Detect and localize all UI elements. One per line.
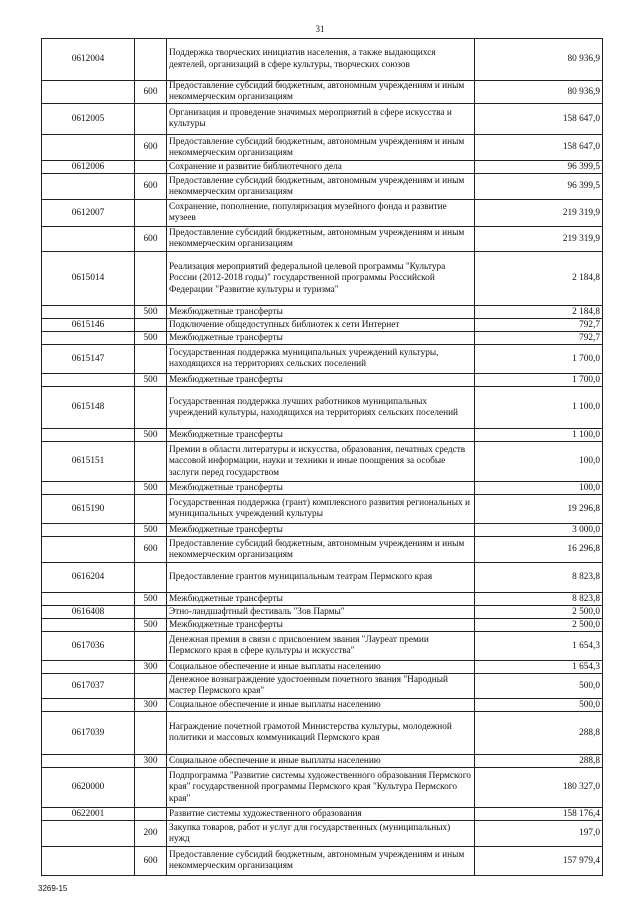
item-name-cell: Предоставление субсидий бюджетным, автономным учреждениям и иным некоммерческим организациям bbox=[167, 174, 475, 200]
amount-cell: 288,8 bbox=[475, 755, 603, 768]
item-name-cell: Межбюджетные трансферты bbox=[167, 524, 475, 537]
item-name-cell: Предоставление субсидий бюджетным, автономным учреждениям и иным некоммерческим организациям bbox=[167, 227, 475, 252]
expense-type-cell bbox=[135, 252, 167, 306]
table-row bbox=[42, 81, 603, 104]
amount-cell: 2 500,0 bbox=[475, 606, 603, 619]
expense-type-cell bbox=[135, 606, 167, 619]
amount-cell: 2 500,0 bbox=[475, 619, 603, 632]
code-cell bbox=[42, 847, 135, 876]
expense-type-cell: 300 bbox=[135, 755, 167, 768]
expense-type-cell bbox=[135, 495, 167, 524]
amount-cell: 1 654,3 bbox=[475, 632, 603, 661]
expense-type-cell bbox=[135, 104, 167, 135]
item-name-cell: Развитие системы художественного образования bbox=[167, 808, 475, 821]
table-row bbox=[42, 306, 603, 319]
code-cell bbox=[42, 332, 135, 345]
table-row bbox=[42, 482, 603, 495]
table-row bbox=[42, 135, 603, 161]
expense-type-cell bbox=[135, 39, 167, 81]
amount-cell: 19 296,8 bbox=[475, 495, 603, 524]
code-cell bbox=[42, 619, 135, 632]
amount-cell: 180 327,0 bbox=[475, 768, 603, 808]
expense-type-cell: 600 bbox=[135, 847, 167, 876]
amount-cell: 8 823,8 bbox=[475, 563, 603, 593]
code-cell bbox=[42, 537, 135, 563]
item-name-cell: Социальное обеспечение и иные выплаты населению bbox=[167, 699, 475, 712]
amount-cell: 288,8 bbox=[475, 712, 603, 755]
expense-type-cell: 200 bbox=[135, 821, 167, 847]
code-cell: 0615014 bbox=[42, 252, 135, 306]
amount-cell: 500,0 bbox=[475, 674, 603, 699]
expense-type-cell bbox=[135, 674, 167, 699]
table-row bbox=[42, 227, 603, 252]
expense-type-cell: 500 bbox=[135, 374, 167, 387]
item-name-cell: Межбюджетные трансферты bbox=[167, 619, 475, 632]
expense-type-cell: 600 bbox=[135, 81, 167, 104]
amount-cell: 100,0 bbox=[475, 442, 603, 482]
item-name-cell: Предоставление грантов муниципальным театрам Пермского края bbox=[167, 563, 475, 593]
item-name-cell: Закупка товаров, работ и услуг для государственных (муниципальных) нужд bbox=[167, 821, 475, 847]
amount-cell: 2 184,8 bbox=[475, 306, 603, 319]
expense-type-cell: 300 bbox=[135, 699, 167, 712]
table-row bbox=[42, 563, 603, 593]
expense-type-cell: 300 bbox=[135, 661, 167, 674]
code-cell: 0620000 bbox=[42, 768, 135, 808]
item-name-cell: Межбюджетные трансферты bbox=[167, 332, 475, 345]
item-name-cell: Сохранение, пополнение, популяризация музейного фонда и развитие музеев bbox=[167, 200, 475, 227]
code-cell bbox=[42, 429, 135, 442]
amount-cell: 100,0 bbox=[475, 482, 603, 495]
code-cell: 0612004 bbox=[42, 39, 135, 81]
expense-type-cell bbox=[135, 563, 167, 593]
code-cell bbox=[42, 699, 135, 712]
table-row bbox=[42, 161, 603, 174]
amount-cell: 500,0 bbox=[475, 699, 603, 712]
code-cell bbox=[42, 482, 135, 495]
code-cell bbox=[42, 81, 135, 104]
page-number: 31 bbox=[315, 24, 325, 34]
amount-cell: 158 647,0 bbox=[475, 135, 603, 161]
item-name-cell: Награждение почетной грамотой Министерства культуры, молодежной политики и массовых коммуникаций Пермского края bbox=[167, 712, 475, 755]
code-cell bbox=[42, 661, 135, 674]
expense-type-cell: 500 bbox=[135, 619, 167, 632]
code-cell: 0617036 bbox=[42, 632, 135, 661]
table-row bbox=[42, 661, 603, 674]
expense-type-cell bbox=[135, 442, 167, 482]
code-cell: 0615190 bbox=[42, 495, 135, 524]
item-name-cell: Премии в области литературы и искусства, образования, печатных средств массовой информации, науки и техники и иные поощрения за особые заслуги перед государством bbox=[167, 442, 475, 482]
table-row bbox=[42, 429, 603, 442]
table-row bbox=[42, 174, 603, 200]
amount-cell: 1 700,0 bbox=[475, 374, 603, 387]
table-row bbox=[42, 39, 603, 81]
table-row bbox=[42, 847, 603, 876]
code-cell: 0612007 bbox=[42, 200, 135, 227]
code-cell bbox=[42, 524, 135, 537]
amount-cell: 792,7 bbox=[475, 319, 603, 332]
table-row bbox=[42, 593, 603, 606]
item-name-cell: Межбюджетные трансферты bbox=[167, 306, 475, 319]
amount-cell: 1 100,0 bbox=[475, 429, 603, 442]
amount-cell: 16 296,8 bbox=[475, 537, 603, 563]
code-cell bbox=[42, 227, 135, 252]
item-name-cell: Межбюджетные трансферты bbox=[167, 374, 475, 387]
item-name-cell: Социальное обеспечение и иные выплаты населению bbox=[167, 755, 475, 768]
budget-table-body bbox=[42, 39, 603, 876]
amount-cell: 1 654,3 bbox=[475, 661, 603, 674]
table-row bbox=[42, 319, 603, 332]
table-row bbox=[42, 768, 603, 808]
table-row bbox=[42, 632, 603, 661]
amount-cell: 792,7 bbox=[475, 332, 603, 345]
expense-type-cell: 500 bbox=[135, 482, 167, 495]
item-name-cell: Государственная поддержка (грант) комплексного развития региональных и муниципальных учреждений культуры bbox=[167, 495, 475, 524]
code-cell: 0622001 bbox=[42, 808, 135, 821]
amount-cell: 158 176,4 bbox=[475, 808, 603, 821]
amount-cell: 80 936,9 bbox=[475, 81, 603, 104]
expense-type-cell bbox=[135, 768, 167, 808]
expense-type-cell bbox=[135, 712, 167, 755]
item-name-cell: Предоставление субсидий бюджетным, автономным учреждениям и иным некоммерческим организациям bbox=[167, 135, 475, 161]
code-cell: 0615151 bbox=[42, 442, 135, 482]
expense-type-cell: 500 bbox=[135, 524, 167, 537]
expense-type-cell bbox=[135, 387, 167, 429]
table-row bbox=[42, 674, 603, 699]
table-row bbox=[42, 387, 603, 429]
item-name-cell: Поддержка творческих инициатив населения, а также выдающихся деятелей, организаций в сфере культуры, творческих союзов bbox=[167, 39, 475, 81]
item-name-cell: Реализация мероприятий федеральной целевой программы "Культура России (2012-2018 годы)" государственной программы Российской Федерации "Развитие культуры и туризма" bbox=[167, 252, 475, 306]
table-row bbox=[42, 712, 603, 755]
item-name-cell: Сохранение и развитие библиотечного дела bbox=[167, 161, 475, 174]
item-name-cell: Предоставление субсидий бюджетным, автономным учреждениям и иным некоммерческим организациям bbox=[167, 81, 475, 104]
code-cell: 0615148 bbox=[42, 387, 135, 429]
amount-cell: 80 936,9 bbox=[475, 39, 603, 81]
amount-cell: 157 979,4 bbox=[475, 847, 603, 876]
budget-table bbox=[41, 38, 603, 876]
item-name-cell: Подпрограмма "Развитие системы художественного образования Пермского края" государственной программы Пермского края "Культура Пермского края" bbox=[167, 768, 475, 808]
table-row bbox=[42, 332, 603, 345]
expense-type-cell bbox=[135, 200, 167, 227]
item-name-cell: Государственная поддержка муниципальных учреждений культуры, находящихся на территориях сельских поселений bbox=[167, 345, 475, 374]
code-cell: 0617039 bbox=[42, 712, 135, 755]
code-cell: 0617037 bbox=[42, 674, 135, 699]
item-name-cell: Организация и проведение значимых мероприятий в сфере искусства и культуры bbox=[167, 104, 475, 135]
amount-cell: 8 823,8 bbox=[475, 593, 603, 606]
code-cell bbox=[42, 174, 135, 200]
expense-type-cell: 600 bbox=[135, 135, 167, 161]
document-footer-code: 3269-15 bbox=[38, 884, 68, 893]
expense-type-cell: 500 bbox=[135, 429, 167, 442]
amount-cell: 96 399,5 bbox=[475, 174, 603, 200]
item-name-cell: Денежное вознаграждение удостоенным почетного звания "Народный мастер Пермского края" bbox=[167, 674, 475, 699]
code-cell bbox=[42, 306, 135, 319]
amount-cell: 197,0 bbox=[475, 821, 603, 847]
code-cell bbox=[42, 821, 135, 847]
table-row bbox=[42, 200, 603, 227]
table-row bbox=[42, 619, 603, 632]
amount-cell: 158 647,0 bbox=[475, 104, 603, 135]
table-row bbox=[42, 374, 603, 387]
table-row bbox=[42, 821, 603, 847]
expense-type-cell: 500 bbox=[135, 332, 167, 345]
code-cell: 0616408 bbox=[42, 606, 135, 619]
expense-type-cell: 600 bbox=[135, 537, 167, 563]
item-name-cell: Государственная поддержка лучших работников муниципальных учреждений культуры, находящихся на территориях сельских поселений bbox=[167, 387, 475, 429]
code-cell: 0615146 bbox=[42, 319, 135, 332]
amount-cell: 1 700,0 bbox=[475, 345, 603, 374]
expense-type-cell: 500 bbox=[135, 306, 167, 319]
amount-cell: 219 319,9 bbox=[475, 227, 603, 252]
table-row bbox=[42, 606, 603, 619]
expense-type-cell: 600 bbox=[135, 174, 167, 200]
item-name-cell: Предоставление субсидий бюджетным, автономным учреждениям и иным некоммерческим организациям bbox=[167, 537, 475, 563]
amount-cell: 1 100,0 bbox=[475, 387, 603, 429]
amount-cell: 219 319,9 bbox=[475, 200, 603, 227]
item-name-cell: Этно-ландшафтный фестиваль "Зов Пармы" bbox=[167, 606, 475, 619]
amount-cell: 3 000,0 bbox=[475, 524, 603, 537]
item-name-cell: Межбюджетные трансферты bbox=[167, 593, 475, 606]
code-cell: 0615147 bbox=[42, 345, 135, 374]
expense-type-cell: 500 bbox=[135, 593, 167, 606]
code-cell: 0612006 bbox=[42, 161, 135, 174]
item-name-cell: Денежная премия в связи с присвоением звания "Лауреат премии Пермского края в сфере культуры и искусства" bbox=[167, 632, 475, 661]
table-row bbox=[42, 442, 603, 482]
expense-type-cell bbox=[135, 319, 167, 332]
code-cell bbox=[42, 135, 135, 161]
table-row bbox=[42, 252, 603, 306]
item-name-cell: Межбюджетные трансферты bbox=[167, 429, 475, 442]
expense-type-cell bbox=[135, 632, 167, 661]
expense-type-cell bbox=[135, 808, 167, 821]
expense-type-cell bbox=[135, 161, 167, 174]
code-cell: 0616204 bbox=[42, 563, 135, 593]
amount-cell: 96 399,5 bbox=[475, 161, 603, 174]
table-row bbox=[42, 345, 603, 374]
table-row bbox=[42, 699, 603, 712]
item-name-cell: Межбюджетные трансферты bbox=[167, 482, 475, 495]
expense-type-cell: 600 bbox=[135, 227, 167, 252]
code-cell bbox=[42, 593, 135, 606]
table-row bbox=[42, 104, 603, 135]
code-cell bbox=[42, 374, 135, 387]
item-name-cell: Предоставление субсидий бюджетным, автономным учреждениям и иным некоммерческим организациям bbox=[167, 847, 475, 876]
table-row bbox=[42, 808, 603, 821]
item-name-cell: Социальное обеспечение и иные выплаты населению bbox=[167, 661, 475, 674]
table-row bbox=[42, 524, 603, 537]
code-cell: 0612005 bbox=[42, 104, 135, 135]
code-cell bbox=[42, 755, 135, 768]
item-name-cell: Подключение общедоступных библиотек к сети Интернет bbox=[167, 319, 475, 332]
table-row bbox=[42, 755, 603, 768]
expense-type-cell bbox=[135, 345, 167, 374]
table-row bbox=[42, 495, 603, 524]
table-row bbox=[42, 537, 603, 563]
amount-cell: 2 184,8 bbox=[475, 252, 603, 306]
